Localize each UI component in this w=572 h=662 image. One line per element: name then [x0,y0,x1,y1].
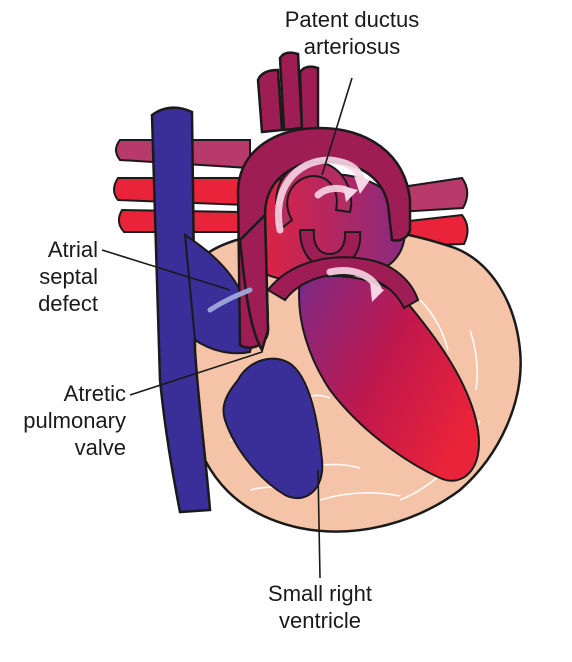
label-asd-line3: defect [38,291,98,316]
label-asd-line1: Atrial [47,237,98,262]
label-srv-line1: Small right [268,581,372,606]
label-atretic-pulmonary-valve [8,380,126,461]
label-patent-ductus-arteriosus [268,6,436,60]
label-apv-line3: valve [74,435,126,460]
label-apv-line2: pulmonary [23,408,126,433]
label-pda-line2: arteriosus [303,34,401,59]
label-apv-line1: Atretic [63,381,126,406]
label-pda-line1: Patent ductus [284,7,420,32]
label-atrial-septal-defect [8,236,98,317]
label-asd-line2: septal [39,264,98,289]
label-srv-line2: ventricle [279,608,361,633]
label-small-right-ventricle [240,580,400,634]
